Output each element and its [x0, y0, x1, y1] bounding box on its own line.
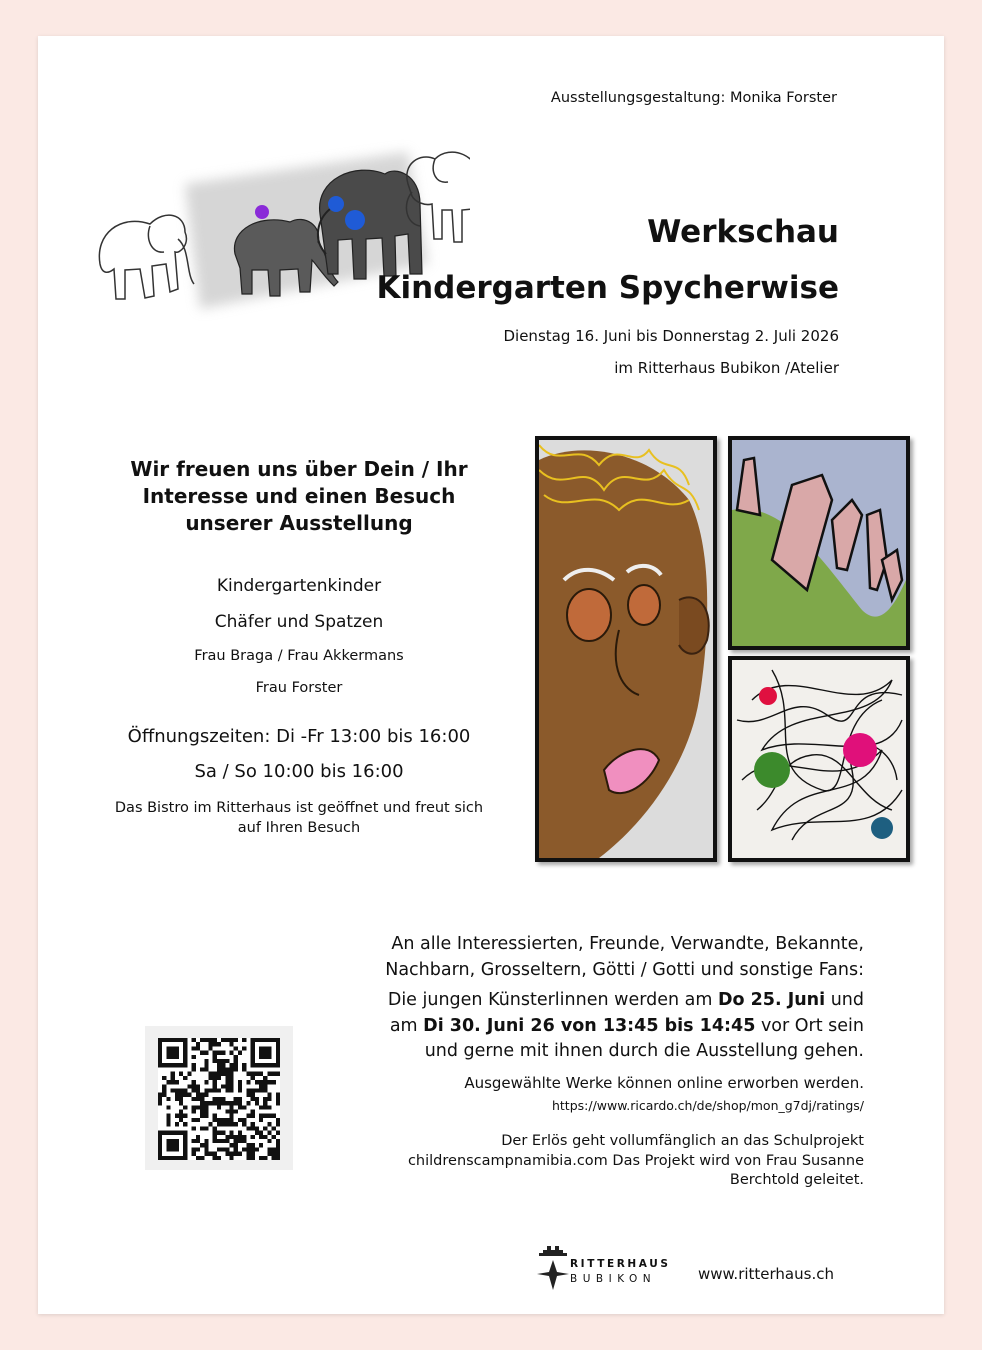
visit-text: vor Ort sein [755, 1015, 864, 1036]
logo-text: BUBIKON [570, 1273, 657, 1285]
website-link[interactable]: www.ritterhaus.ch [698, 1265, 834, 1283]
lead-heading [94, 456, 504, 537]
face-drawing [535, 436, 717, 862]
poster-page [38, 36, 944, 1314]
opening-hours-weekday: Öffnungszeiten: Di -Fr 13:00 bis 16:00 [127, 726, 471, 747]
title-line-2: Kindergarten Spycherwise [376, 270, 839, 306]
bistro-line: Das Bistro im Ritterhaus ist geöffnet und freut sich [114, 800, 484, 816]
credit-line: Ausstellungsgestaltung: Monika Forster [550, 90, 837, 106]
scribble-drawing [728, 656, 910, 862]
visit-date-1: Do 25. Juni [717, 990, 826, 1010]
title-line-1: Werkschau [647, 214, 839, 250]
teachers-text: Frau Braga / Frau Akkermans [194, 648, 404, 664]
online-note: Ausgewählte Werke können online erworben werden. [464, 1074, 864, 1092]
invite-line: An alle Interessierten, Freunde, Verwandte, Bekannte, [391, 934, 864, 954]
proceeds-line: Berchtold geleitet. [729, 1172, 864, 1188]
visit-text: Die jungen Künsterlinnen werden am [387, 990, 718, 1010]
invite-visit-dates [304, 988, 864, 1065]
visit-line-1 [304, 988, 864, 1014]
bistro-line: auf Ihren Besuch [237, 820, 361, 836]
group-text: Kindergartenkinder [216, 576, 382, 596]
opening-hours-weekend: Sa / So 10:00 bis 16:00 [194, 761, 404, 782]
proceeds-note [304, 1132, 864, 1191]
lead-line: Interesse und einen Besuch [142, 484, 456, 508]
invite-greeting [304, 931, 864, 983]
logo-text: RITTERHAUS [570, 1258, 671, 1270]
teacher-text: Frau Forster [255, 680, 343, 696]
exhibition-dates: Dienstag 16. Juni bis Donnerstag 2. Juli 2026 [503, 327, 839, 345]
shop-link[interactable]: https://www.ricardo.ch/de/shop/mon_g7dj/ratings/ [551, 1098, 864, 1113]
bistro-note [94, 798, 504, 838]
lead-line: unserer Ausstellung [185, 511, 413, 535]
qr-code[interactable] [145, 1026, 293, 1170]
invite-line: Nachbarn, Grosseltern, Götti / Gotti und sonstige Fans: [385, 960, 864, 980]
group-names: Chäfer und Spatzen [214, 612, 384, 632]
visit-text: am [389, 1015, 424, 1036]
proceeds-line: childrenscampnamibia.com Das Projekt wird von Frau Susanne [407, 1152, 864, 1169]
visit-line-3: und gerne mit ihnen durch die Ausstellung gehen. [424, 1041, 864, 1061]
lead-line: Wir freuen uns über Dein / Ihr [130, 457, 468, 481]
visit-line-2 [304, 1014, 864, 1040]
exhibition-place: im Ritterhaus Bubikon /Atelier [614, 359, 839, 377]
visit-date-2: Di 30. Juni 26 von 13:45 bis 14:45 [423, 1015, 756, 1036]
hand-drawing [728, 436, 910, 650]
proceeds-line: Der Erlös geht vollumfänglich an das Schulprojekt [501, 1133, 864, 1149]
visit-text: und [825, 990, 864, 1010]
